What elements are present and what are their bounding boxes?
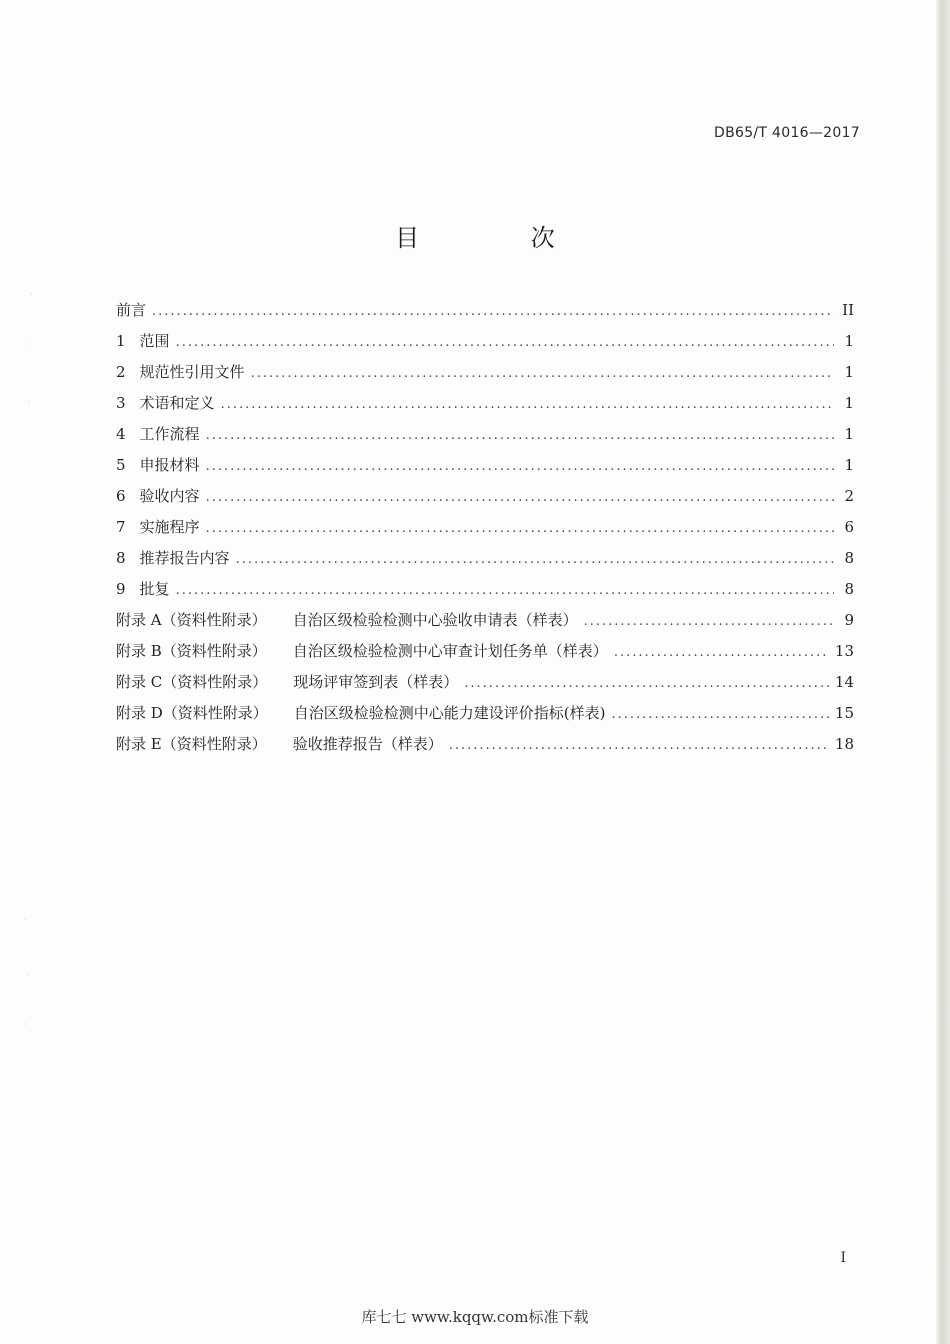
toc-entry-label: 附录 E（资料性附录） 验收推荐报告（样表） <box>116 735 443 753</box>
toc-entry-label: 附录 B（资料性附录） 自治区级检验检测中心审查计划任务单（样表） <box>116 642 608 660</box>
toc-leader-dots <box>206 513 834 544</box>
toc-entry-label: 前言 <box>116 301 147 319</box>
toc-leader-dots <box>206 451 834 482</box>
scan-speck: · <box>28 398 31 407</box>
toc-appendix-entry[interactable] <box>116 667 854 698</box>
scan-edge <box>936 0 950 1344</box>
toc-entry[interactable] <box>116 450 854 481</box>
toc-entry-label: 附录 C（资料性附录） 现场评审签到表（样表） <box>116 673 459 691</box>
toc-appendix-entry[interactable] <box>116 698 854 729</box>
toc-leader-dots <box>449 730 829 761</box>
scan-speck: · <box>30 290 33 299</box>
toc-entry-page: II <box>842 301 854 319</box>
scan-speck: · <box>24 915 27 924</box>
toc-leader-dots <box>612 699 829 730</box>
toc-entry-label: 4 工作流程 <box>116 425 200 443</box>
toc-entry-label: 附录 D（资料性附录） 自治区级检验检测中心能力建设评价指标(样表) <box>116 704 606 722</box>
toc-leader-dots <box>176 327 834 358</box>
toc-leader-dots <box>221 389 834 420</box>
toc-entry[interactable] <box>116 326 854 357</box>
toc-entry-label: 7 实施程序 <box>116 518 200 536</box>
toc-leader-dots <box>614 637 829 668</box>
scan-speck: · <box>26 970 29 979</box>
toc-title: 目 次 <box>395 224 607 252</box>
toc-entry-label: 附录 A（资料性附录） 自治区级检验检测中心验收申请表（样表） <box>116 611 578 629</box>
toc-leader-dots <box>206 482 834 513</box>
toc-entry[interactable] <box>116 481 854 512</box>
toc-entry-label: 6 验收内容 <box>116 487 200 505</box>
toc-entry-page: 15 <box>834 704 854 722</box>
toc-entry-page: 6 <box>844 518 854 536</box>
toc-entry[interactable] <box>116 388 854 419</box>
toc-entry-page: 13 <box>834 642 854 660</box>
toc-appendix-entry[interactable] <box>116 729 854 760</box>
toc-entry-page: 1 <box>844 332 854 350</box>
toc-entry-page: 8 <box>844 549 854 567</box>
toc-entry-label: 9 批复 <box>116 580 170 598</box>
scan-speck: · <box>26 340 29 349</box>
toc-entry-label: 1 范围 <box>116 332 170 350</box>
toc-entry[interactable] <box>116 543 854 574</box>
toc-entry[interactable] <box>116 295 854 326</box>
toc-entry-page: 1 <box>844 363 854 381</box>
toc-entry-label: 2 规范性引用文件 <box>116 363 245 381</box>
toc-entry-label: 8 推荐报告内容 <box>116 549 230 567</box>
toc-entry[interactable] <box>116 357 854 388</box>
toc-leader-dots <box>251 358 834 389</box>
table-of-contents <box>116 295 854 760</box>
toc-entry-label: 3 术语和定义 <box>116 394 215 412</box>
toc-entry-page: 1 <box>844 456 854 474</box>
toc-leader-dots <box>152 296 834 327</box>
page-number: I <box>840 1250 846 1266</box>
toc-appendix-entry[interactable] <box>116 636 854 667</box>
toc-leader-dots <box>206 420 834 451</box>
footer-watermark: 库七七 www.kqqw.com标准下载 <box>361 1308 589 1326</box>
toc-entry[interactable] <box>116 419 854 450</box>
toc-entry-page: 2 <box>844 487 854 505</box>
toc-entry[interactable] <box>116 512 854 543</box>
toc-leader-dots <box>464 668 829 699</box>
toc-entry-label: 5 申报材料 <box>116 456 200 474</box>
toc-leader-dots <box>584 606 834 637</box>
toc-entry[interactable] <box>116 574 854 605</box>
toc-leader-dots <box>236 544 834 575</box>
scan-speck: · <box>24 1020 27 1029</box>
toc-entry-page: 1 <box>844 394 854 412</box>
document-code: DB65/T 4016—2017 <box>714 125 860 141</box>
toc-entry-page: 18 <box>834 735 854 753</box>
toc-entry-page: 1 <box>844 425 854 443</box>
toc-leader-dots <box>176 575 834 606</box>
toc-entry-page: 8 <box>844 580 854 598</box>
toc-appendix-entry[interactable] <box>116 605 854 636</box>
toc-entry-page: 9 <box>844 611 854 629</box>
toc-entry-page: 14 <box>834 673 854 691</box>
